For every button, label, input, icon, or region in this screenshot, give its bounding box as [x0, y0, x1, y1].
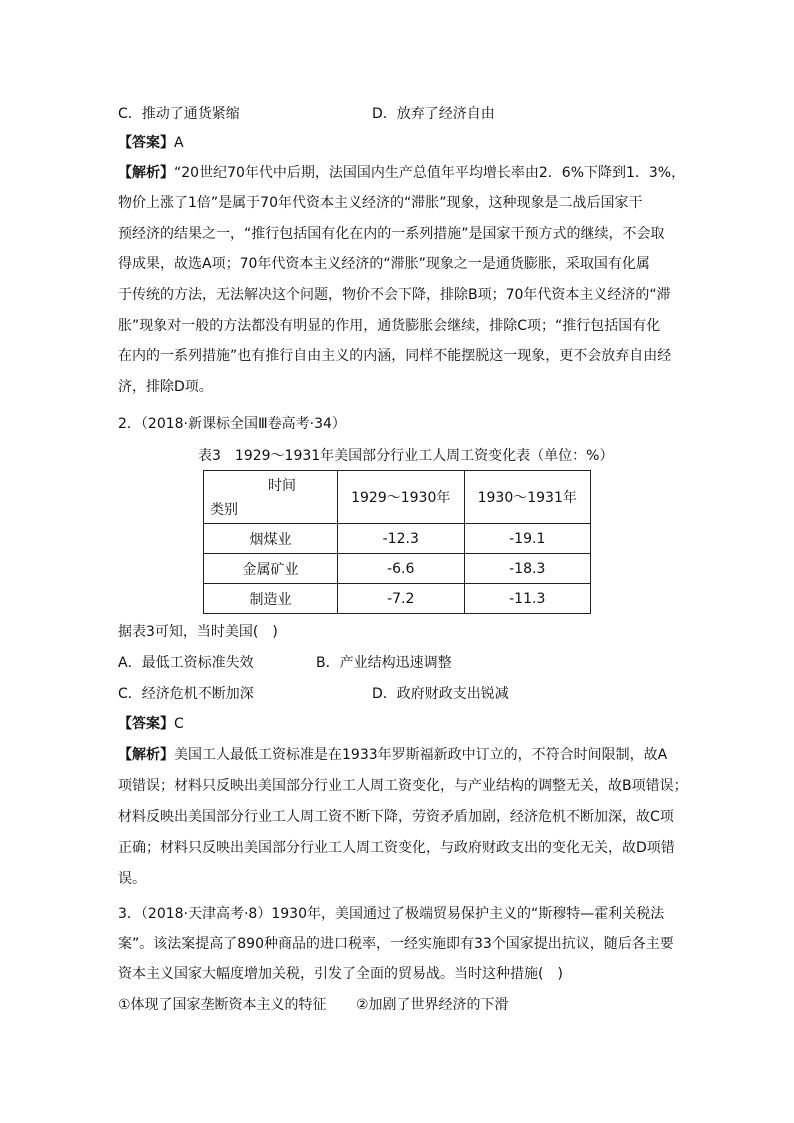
- table-header-row: [204, 471, 591, 524]
- q1-answer: [118, 133, 184, 153]
- q3-statement-2: ②加剧了世界经济的下滑: [356, 997, 509, 1013]
- q2-analysis-line-1: 项错误；材料只反映出美国部分行业工人周工资变化，与产业结构的调整无关，故B项错误；: [118, 778, 688, 794]
- q2-answer-label: 【答案】: [118, 716, 174, 732]
- q3-line-2: 资本主义国家大幅度增加关税，引发了全面的贸易战。当时这种措施( ): [118, 966, 563, 982]
- table-cell: -6.6: [338, 554, 465, 584]
- q3-line-0: 3．（2018·天津高考·8）1930年，美国通过了极端贸易保护主义的“斯穆特—霍利关税法: [118, 906, 665, 922]
- row-name: 制造业: [204, 584, 338, 614]
- q1-analysis-label: 【解析】: [118, 165, 174, 181]
- q1-analysis-line-0: 【解析】“20世纪70年代中后期，法国国内生产总值年平均增长率由2．6%下降到1．3%，: [118, 165, 686, 181]
- table-row: [204, 554, 591, 584]
- q1-analysis-line-2: 预经济的结果之一，“推行包括国有化在内的一系列措施”是国家干预方式的继续，不会取: [118, 226, 665, 242]
- q2-option-b: B．产业结构迅速调整: [316, 655, 452, 671]
- q2-option-d: D．政府财政支出锐减: [372, 686, 509, 702]
- q2-header: 2．（2018·新课标全国Ⅲ卷高考·34）: [118, 416, 346, 432]
- q1-analysis-line-7: 济，排除D项。: [118, 379, 213, 395]
- table-cell: -12.3: [338, 524, 465, 554]
- q1-option-d: D．放弃了经济自由: [372, 106, 495, 122]
- q1-option-c: C．推动了通货紧缩: [118, 106, 240, 122]
- row-name: 金属矿业: [204, 554, 338, 584]
- q1-analysis-line-4: 于传统的方法，无法解决这个问题，物价不会下降，排除B项；70年代资本主义经济的“滞: [118, 287, 671, 303]
- table-row: [204, 524, 591, 554]
- table-corner-cell: [204, 471, 338, 524]
- q1-answer-label: 【答案】: [118, 135, 174, 151]
- q2-analysis-line-3: 正确；材料只反映出美国部分行业工人周工资变化，与政府财政支出的变化无关，故D项错: [118, 840, 675, 856]
- q2-analysis-line-4: 误。: [118, 871, 146, 887]
- q1-analysis-line-3: 得成果，故选A项；70年代资本主义经济的“滞胀”现象之一是通货膨胀，采取国有化属: [118, 256, 650, 272]
- q2-option-c: C．经济危机不断加深: [118, 686, 254, 702]
- q1-answer-value: A: [174, 135, 184, 151]
- q2-question: 据表3可知，当时美国( ): [118, 624, 278, 640]
- q2-answer-value: C: [174, 716, 184, 732]
- q2-answer: [118, 714, 184, 734]
- q2-table-caption: 表3 1929～1931年美国部分行业工人周工资变化表（单位：%）: [198, 448, 614, 464]
- corner-category-label: 类别: [210, 502, 238, 518]
- q2-analysis-line-2: 材料反映出美国部分行业工人周工资不断下降，劳资矛盾加剧，经济危机不断加深，故C项: [118, 809, 674, 825]
- wage-change-table: [203, 470, 591, 614]
- table-cell: -7.2: [338, 584, 465, 614]
- q1-analysis-line-6: 在内的一系列措施”也有推行自由主义的内涵，同样不能摆脱这一现象，更不会放弃自由经: [118, 348, 672, 364]
- q2-analysis-label: 【解析】: [118, 747, 174, 763]
- q2-option-a: A．最低工资标准失效: [118, 655, 254, 671]
- q1-analysis-line-1: 物价上涨了1倍”是属于70年代资本主义经济的“滞胀”现象，这种现象是二战后国家干: [118, 195, 643, 211]
- row-name: 烟煤业: [204, 524, 338, 554]
- table-cell: -11.3: [464, 584, 591, 614]
- col-header-1930-1931: 1930～1931年: [464, 471, 591, 524]
- col-header-1929-1930: 1929～1930年: [338, 471, 465, 524]
- table-cell: -19.1: [464, 524, 591, 554]
- q2-analysis-line-0: 【解析】美国工人最低工资标准是在1933年罗斯福新政中订立的，不符合时间限制，故A: [118, 747, 668, 763]
- q1-analysis-line-5: 胀”现象对一般的方法都没有明显的作用，通货膨胀会继续，排除C项；“推行包括国有化: [118, 318, 661, 334]
- table-row: [204, 584, 591, 614]
- q3-line-1: 案”。该法案提高了890种商品的进口税率，一经实施即有33个国家提出抗议，随后各主要: [118, 936, 674, 952]
- q3-statement-1: ①体现了国家垄断资本主义的特征: [118, 997, 327, 1013]
- corner-time-label: 时间: [268, 478, 296, 494]
- table-cell: -18.3: [464, 554, 591, 584]
